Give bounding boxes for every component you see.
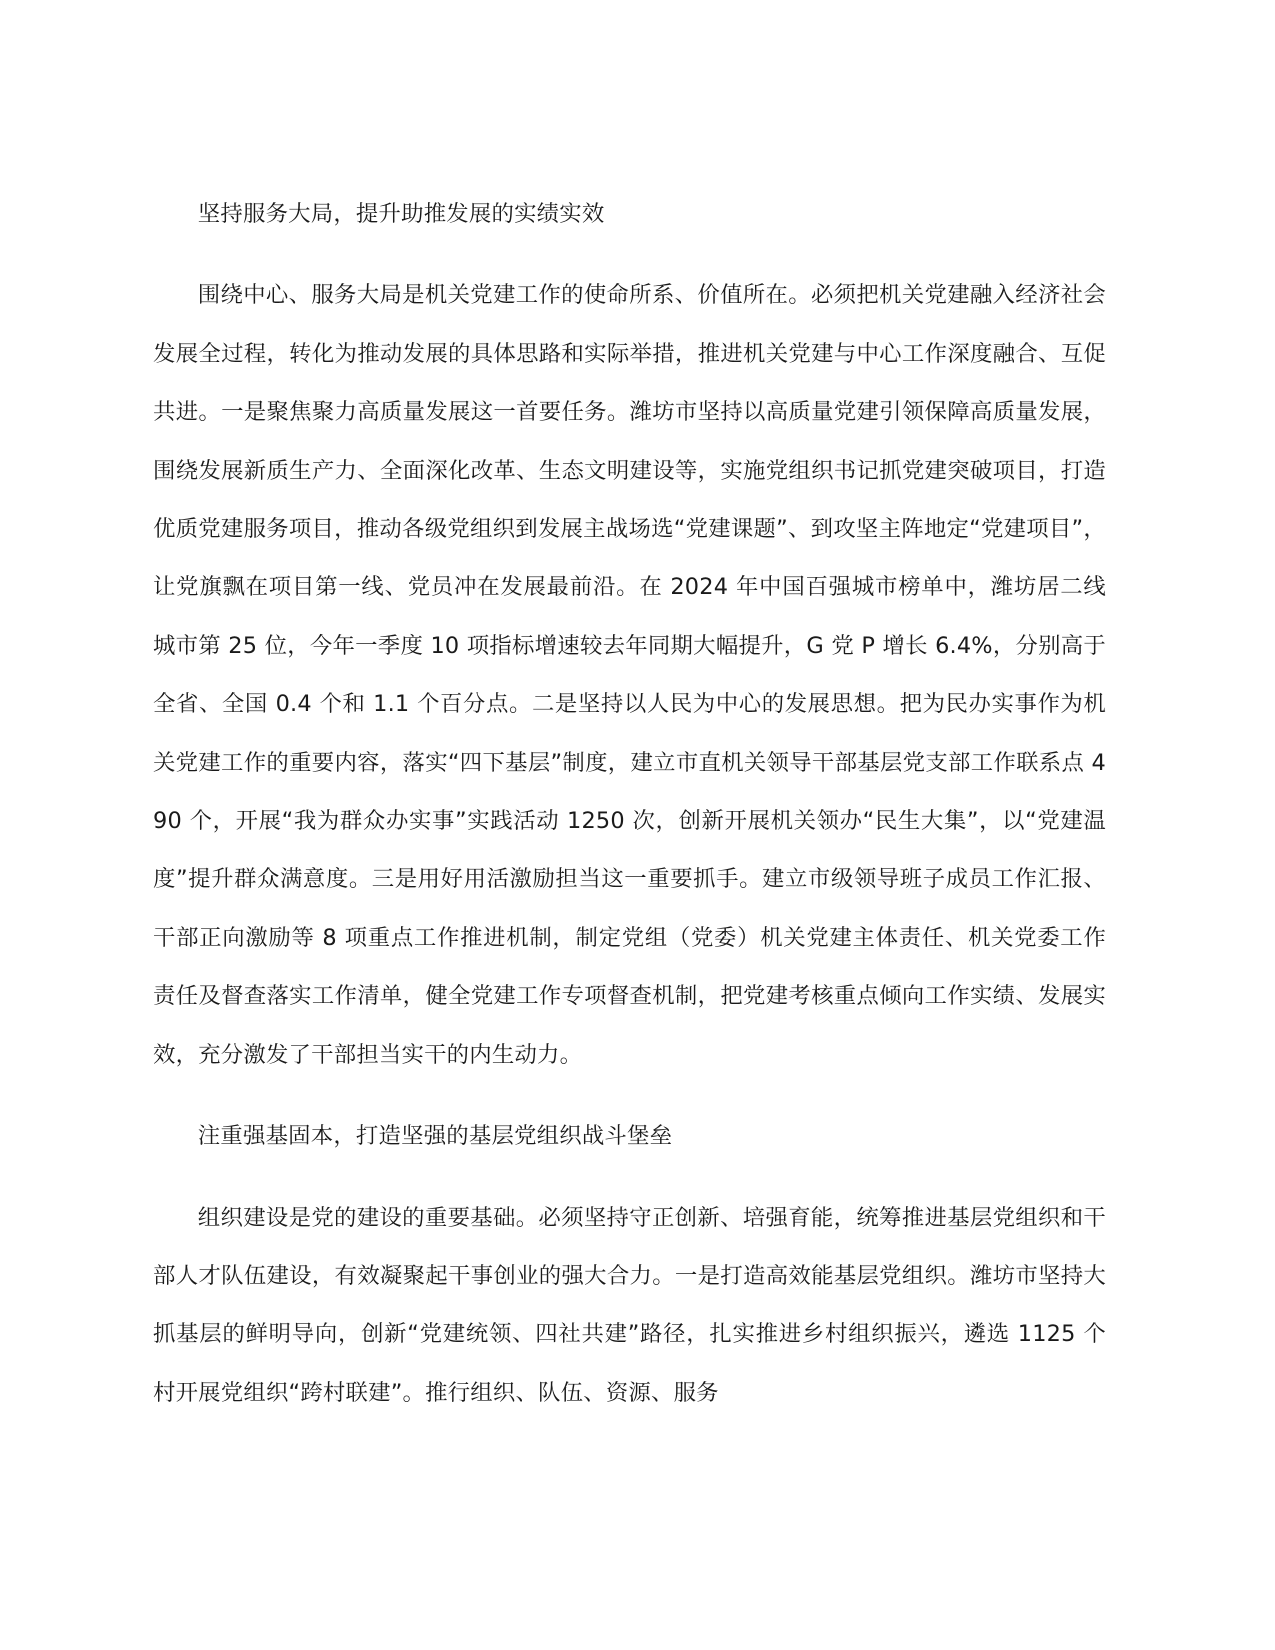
- section-heading: 注重强基固本，打造坚强的基层党组织战斗堡垒: [197, 1123, 673, 1150]
- document-body: [153, 185, 1106, 1445]
- section-paragraph: 组织建设是党的建设的重要基础。必须坚持守正创新、培强育能，统筹推进基层党组织和干部人才队伍建设，有效凝聚起干事创业的强大合力。一是打造高效能基层党组织。潍坊市坚持大抓基层的鲜明导向，创新“党建统领、四社共建”路径，扎实推进乡村组织振兴，遴选 1125 个村开展党组织“跨村联建”。推行组织、队伍、资源、服务: [153, 1204, 1106, 1406]
- section-paragraph: 围绕中心、服务大局是机关党建工作的使命所系、价值所在。必须把机关党建融入经济社会发展全过程，转化为推动发展的具体思路和实际举措，推进机关党建与中心工作深度融合、互促共进。一是聚焦聚力高质量发展这一首要任务。潍坊市坚持以高质量党建引领保障高质量发展，围绕发展新质生产力、全面深化改革、生态文明建设等，实施党组织书记抓党建突破项目，打造优质党建服务项目，推动各级党组织到发展主战场选“党建课题”、到攻坚主阵地定“党建项目”，让党旗飘在项目第一线、党员冲在发展最前沿。在 2024 年中国百强城市榜单中，潍坊居二线城市第 25 位，今年一季度 10 项指标增速较去年同期大幅提升，G 党 P 增长 6.4%，分别高于全省、全国 0.4 个和 1.1 个百分点。二是坚持以人民为中心的发展思想。把为民办实事作为机关党建工作的重要内容，落实“四下基层”制度，建立市直机关领导干部基层党支部工作联系点 490 个，开展“我为群众办实事”实践活动 1250 次，创新开展机关领办“民生大集”，以“党建温度”提升群众满意度。三是用好用活激励担当这一重要抓手。建立市级领导班子成员工作汇报、干部正向激励等 8 项重点工作推进机制，制定党组（党委）机关党建主体责任、机关党委工作责任及督查落实工作清单，健全党建工作专项督查机制，把党建考核重点倾向工作实绩、发展实效，充分激发了干部担当实干的内生动力。: [153, 282, 1106, 1068]
- section-heading: 坚持服务大局，提升助推发展的实绩实效: [197, 201, 605, 227]
